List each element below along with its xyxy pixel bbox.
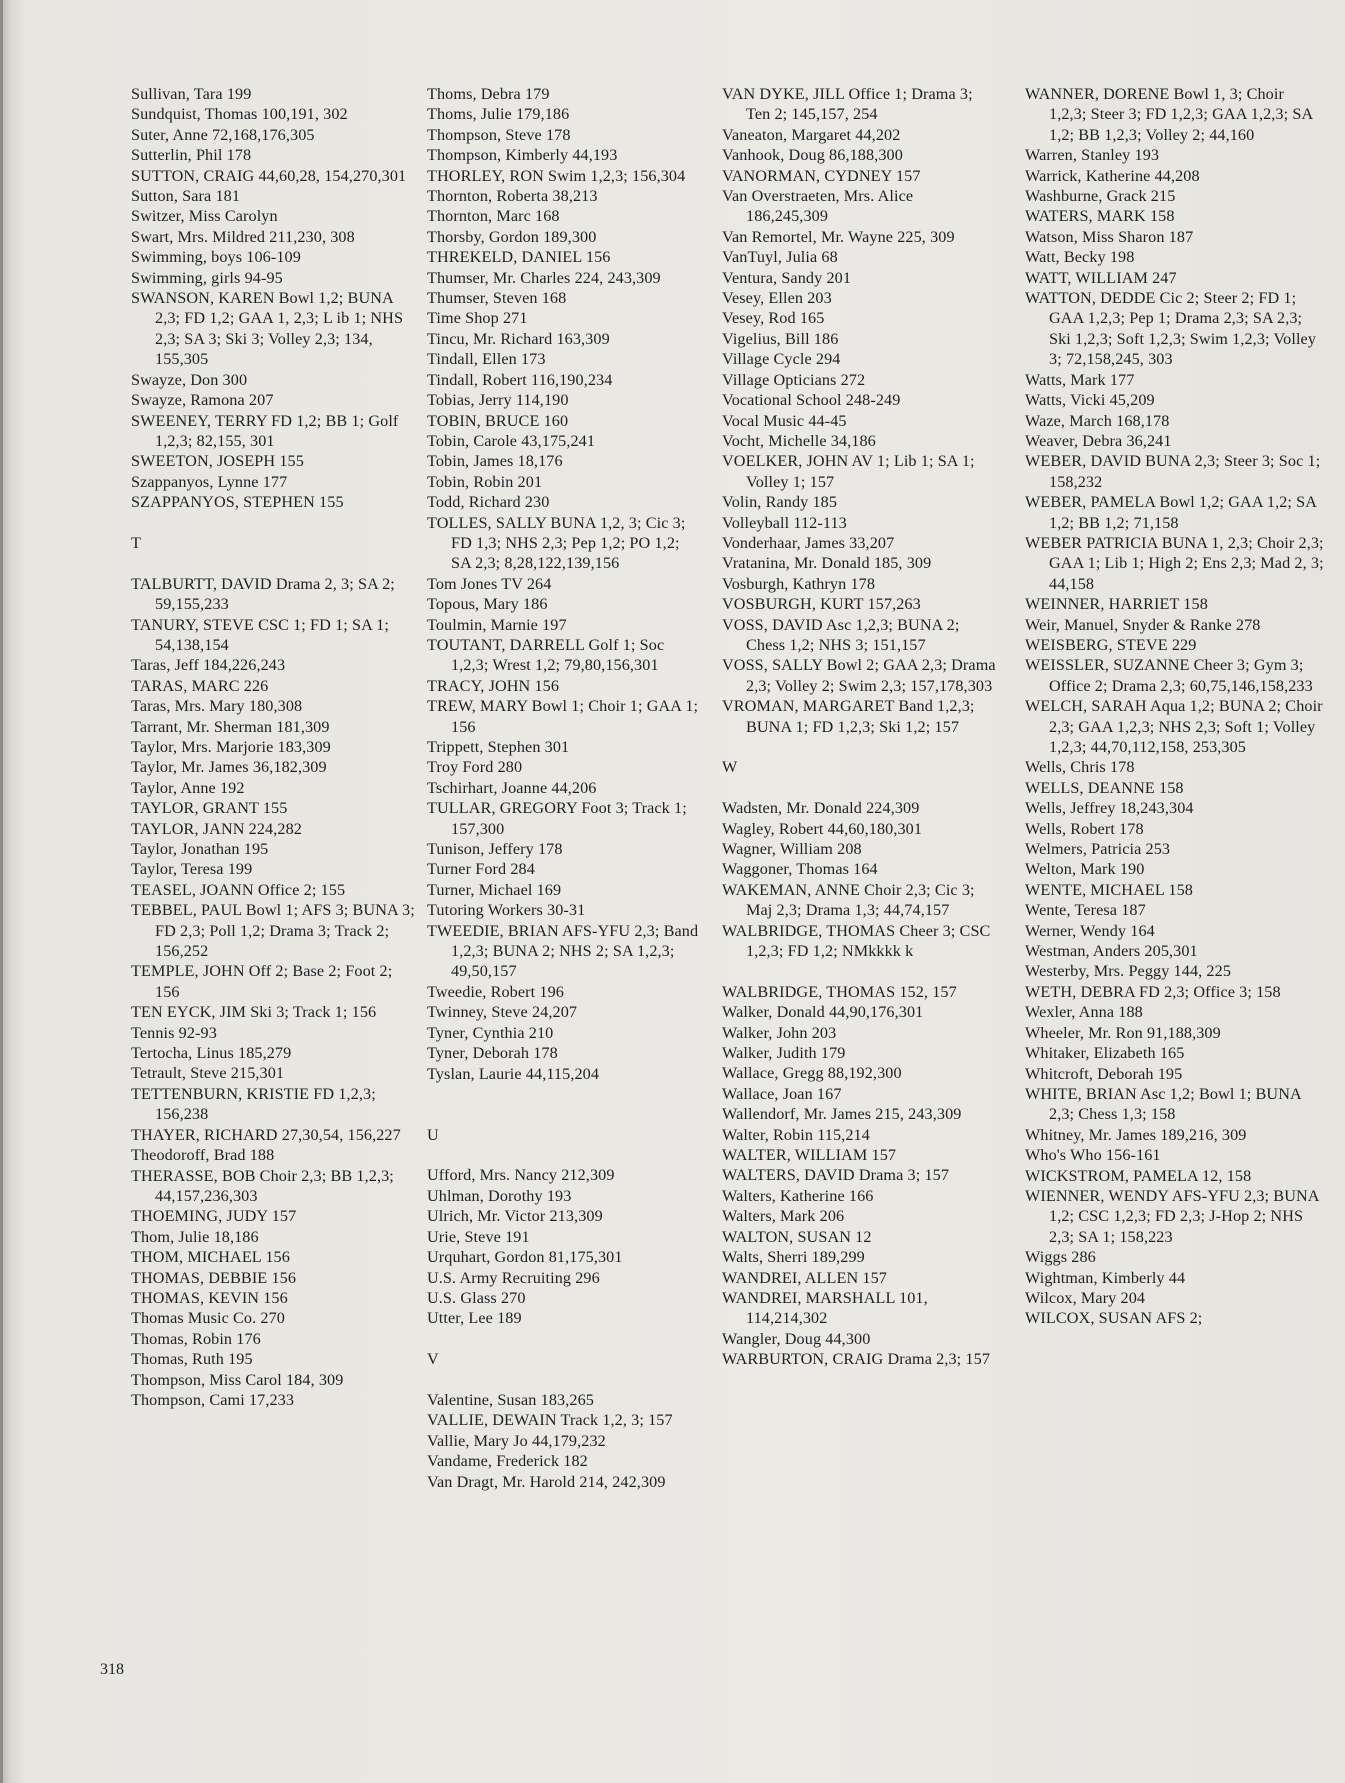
index-entry: Troy Ford 280 [427, 758, 523, 777]
index-entry: THERASSE, BOB Choir 2,3; BB 1,2,3; 44,157,236,303 [131, 1166, 394, 1205]
index-entry: Van Remortel, Mr. Wayne 225, 309 [722, 227, 955, 246]
index-entry: TWEEDIE, BRIAN AFS-YFU 2,3; Band 1,2,3; BUNA 2; NHS 2; SA 1,2,3; 49,50,157 [427, 921, 699, 981]
index-entry: Vesey, Rod 165 [722, 309, 825, 328]
index-entry: Thomas Music Co. 270 [131, 1309, 285, 1328]
index-entry: THAYER, RICHARD 27,30,54, 156,227 [131, 1125, 401, 1144]
index-entry: Swayze, Don 300 [131, 370, 248, 389]
index-entry: Washburne, Grack 215 [1025, 187, 1176, 206]
index-entry: Valentine, Susan 183,265 [427, 1390, 594, 1409]
index-entry: Wells, Chris 178 [1025, 758, 1135, 777]
index-entry: WATT, WILLIAM 247 [1025, 268, 1177, 287]
index-entry: Thoms, Julie 179,186 [427, 105, 570, 124]
index-entry: Wexler, Anna 188 [1025, 1003, 1143, 1022]
index-entry: Westman, Anders 205,301 [1025, 942, 1198, 961]
index-entry: WALTERS, DAVID Drama 3; 157 [722, 1166, 950, 1185]
index-entry: Swayze, Ramona 207 [131, 391, 274, 410]
index-entry: Taylor, Teresa 199 [131, 860, 253, 879]
entry-spacer [427, 1329, 699, 1349]
entry-spacer [722, 961, 998, 981]
index-entry: Whitaker, Elizabeth 165 [1025, 1044, 1185, 1063]
index-entry: Swart, Mrs. Mildred 211,230, 308 [131, 227, 355, 246]
index-entry: VanTuyl, Julia 68 [722, 248, 838, 267]
section-letter: V [427, 1350, 439, 1369]
index-entry: Taylor, Jonathan 195 [131, 840, 269, 858]
index-entry: Warren, Stanley 193 [1025, 146, 1160, 165]
index-entry: Sundquist, Thomas 100,191, 302 [131, 105, 348, 124]
index-entry: WEISBERG, STEVE 229 [1025, 635, 1197, 654]
page-number: 318 [100, 1661, 124, 1678]
index-entry: Tennis 92-93 [131, 1023, 217, 1042]
index-entry: Sullivan, Tara 199 [131, 85, 252, 103]
index-entry: Walters, Katherine 166 [722, 1186, 874, 1205]
index-entry: WEBER, PAMELA Bowl 1,2; GAA 1,2; SA 1,2; BB 1,2; 71,158 [1025, 493, 1317, 532]
index-entry: Tschirhart, Joanne 44,206 [427, 778, 597, 797]
index-entry: Tindall, Robert 116,190,234 [427, 370, 613, 389]
index-entry: Welmers, Patricia 253 [1025, 840, 1171, 859]
index-entry: Thompson, Miss Carol 184, 309 [131, 1370, 344, 1389]
index-entry: TEASEL, JOANN Office 2; 155 [131, 880, 346, 899]
entry-spacer [427, 1084, 699, 1104]
index-entry: SZAPPANYOS, STEPHEN 155 [131, 493, 344, 512]
index-entry: TREW, MARY Bowl 1; Choir 1; GAA 1; 156 [427, 697, 699, 736]
index-entry: Ufford, Mrs. Nancy 212,309 [427, 1166, 615, 1185]
index-entry: Vocht, Michelle 34,186 [722, 431, 876, 450]
index-entry: Vocal Music 44-45 [722, 411, 847, 430]
index-entry: Volin, Randy 185 [722, 493, 838, 512]
index-entry: WENTE, MICHAEL 158 [1025, 880, 1193, 899]
index-entry: Werner, Wendy 164 [1025, 921, 1155, 940]
index-entry: Taylor, Mrs. Marjorie 183,309 [131, 737, 331, 756]
index-entry: Who's Who 156-161 [1025, 1146, 1161, 1165]
index-entry: WETH, DEBRA FD 2,3; Office 3; 158 [1025, 982, 1281, 1001]
index-entry: Urie, Steve 191 [427, 1227, 530, 1246]
index-entry: Welton, Mark 190 [1025, 860, 1145, 879]
entry-spacer [722, 737, 998, 757]
index-entry: Wilcox, Mary 204 [1025, 1288, 1146, 1307]
index-entry: Twinney, Steve 24,207 [427, 1003, 578, 1022]
index-entry: TAYLOR, JANN 224,282 [131, 819, 302, 838]
index-entry: TOUTANT, DARRELL Golf 1; Soc 1,2,3; Wrest 1,2; 79,80,156,301 [427, 635, 665, 675]
index-entry: Turner Ford 284 [427, 860, 535, 879]
index-entry: Watson, Miss Sharon 187 [1025, 227, 1194, 246]
index-entry: Tyner, Cynthia 210 [427, 1023, 554, 1042]
index-entry: Taras, Mrs. Mary 180,308 [131, 697, 303, 716]
index-column-4 [1025, 84, 1325, 1329]
index-entry: Walter, Robin 115,214 [722, 1125, 870, 1144]
entry-spacer [427, 1104, 699, 1124]
index-entry: THOMAS, KEVIN 156 [131, 1288, 288, 1307]
index-entry: SWEENEY, TERRY FD 1,2; BB 1; Golf 1,2,3; 82,155, 301 [131, 411, 399, 450]
index-entry: WALTON, SUSAN 12 [722, 1227, 872, 1246]
index-entry: WALBRIDGE, THOMAS 152, 157 [722, 982, 957, 1001]
index-entry: WEINNER, HARRIET 158 [1025, 595, 1208, 614]
index-entry: Tertocha, Linus 185,279 [131, 1044, 292, 1063]
index-entry: TRACY, JOHN 156 [427, 676, 560, 695]
index-entry: Thornton, Marc 168 [427, 207, 560, 226]
index-entry: VAN DYKE, JILL Office 1; Drama 3; Ten 2; 145,157, 254 [722, 85, 973, 124]
index-entry: WANDREI, ALLEN 157 [722, 1268, 888, 1287]
index-entry: Watts, Vicki 45,209 [1025, 391, 1155, 410]
index-entry: Time Shop 271 [427, 309, 528, 328]
index-entry: Wadsten, Mr. Donald 224,309 [722, 799, 920, 818]
index-entry: Village Opticians 272 [722, 370, 866, 389]
index-entry: Tyner, Deborah 178 [427, 1044, 558, 1063]
index-entry: Vratanina, Mr. Donald 185, 309 [722, 554, 932, 573]
index-entry: Tweedie, Robert 196 [427, 982, 564, 1001]
index-entry: Tincu, Mr. Richard 163,309 [427, 329, 610, 348]
index-entry: VOSBURGH, KURT 157,263 [722, 595, 921, 614]
index-entry: Thoms, Debra 179 [427, 85, 550, 103]
index-entry: Thornton, Roberta 38,213 [427, 187, 598, 206]
index-entry: Thumser, Mr. Charles 224, 243,309 [427, 268, 661, 287]
index-entry: VANORMAN, CYDNEY 157 [722, 166, 921, 185]
index-entry: Wente, Teresa 187 [1025, 901, 1146, 920]
index-entry: Vigelius, Bill 186 [722, 329, 839, 348]
index-entry: VOSS, SALLY Bowl 2; GAA 2,3; Drama 2,3; Volley 2; Swim 2,3; 157,178,303 [722, 656, 996, 695]
index-entry: WICKSTROM, PAMELA 12, 158 [1025, 1166, 1252, 1185]
index-entry: Taylor, Mr. James 36,182,309 [131, 758, 327, 777]
index-entry: Watt, Becky 198 [1025, 248, 1135, 267]
index-entry: Suter, Anne 72,168,176,305 [131, 125, 315, 144]
index-entry: Tarrant, Mr. Sherman 181,309 [131, 717, 330, 736]
index-entry: TARAS, MARC 226 [131, 676, 269, 695]
index-entry: Wallace, Joan 167 [722, 1084, 842, 1103]
index-entry: WATERS, MARK 158 [1025, 207, 1175, 226]
index-entry: Uhlman, Dorothy 193 [427, 1186, 572, 1205]
entry-spacer [427, 1370, 699, 1390]
entry-spacer [722, 778, 998, 798]
index-entry: Sutton, Sara 181 [131, 187, 241, 206]
index-entry: Thorsby, Gordon 189,300 [427, 227, 597, 246]
index-entry: THOEMING, JUDY 157 [131, 1207, 297, 1226]
index-entry: Van Dragt, Mr. Harold 214, 242,309 [427, 1472, 666, 1491]
index-entry: THOM, MICHAEL 156 [131, 1248, 290, 1267]
index-entry: Szappanyos, Lynne 177 [131, 472, 288, 491]
index-entry: Wightman, Kimberly 44 [1025, 1268, 1186, 1287]
index-entry: Toulmin, Marnie 197 [427, 615, 567, 634]
index-entry: Ulrich, Mr. Victor 213,309 [427, 1207, 603, 1226]
index-entry: Tobin, Robin 201 [427, 472, 543, 491]
index-entry: Theodoroff, Brad 188 [131, 1146, 275, 1165]
index-entry: Thompson, Kimberly 44,193 [427, 146, 618, 165]
index-entry: Swimming, girls 94-95 [131, 268, 283, 287]
index-entry: Thompson, Steve 178 [427, 125, 571, 144]
index-entry: Walker, John 203 [722, 1023, 837, 1042]
index-entry: Vocational School 248-249 [722, 391, 901, 410]
index-entry: Taylor, Anne 192 [131, 778, 245, 797]
index-entry: Tobin, Carole 43,175,241 [427, 431, 596, 450]
index-entry: Wagley, Robert 44,60,180,301 [722, 819, 923, 838]
index-entry: Todd, Richard 230 [427, 493, 550, 512]
index-entry: Thomas, Ruth 195 [131, 1350, 253, 1369]
index-entry: SWANSON, KAREN Bowl 1,2; BUNA 2,3; FD 1,2; GAA 1, 2,3; L ib 1; NHS 2,3; SA 3; Ski 3; Volley 2,3; 134, 155,305 [131, 289, 404, 369]
index-entry: Tyslan, Laurie 44,115,204 [427, 1064, 600, 1083]
index-entry: Van Overstraeten, Mrs. Alice 186,245,309 [722, 187, 914, 226]
index-entry: Taras, Jeff 184,226,243 [131, 656, 286, 675]
section-letter: U [427, 1125, 439, 1144]
section-letter: W [722, 758, 738, 777]
index-entry: WARBURTON, CRAIG Drama 2,3; 157 [722, 1350, 991, 1369]
index-entry: TEBBEL, PAUL Bowl 1; AFS 3; BUNA 3; FD 2,3; Poll 1,2; Drama 3; Track 2; 156,252 [131, 901, 415, 961]
index-entry: WILCOX, SUSAN AFS 2; [1025, 1309, 1203, 1328]
index-entry: TANURY, STEVE CSC 1; FD 1; SA 1; 54,138,154 [131, 615, 389, 654]
index-column-1 [131, 84, 421, 1410]
index-entry: WELLS, DEANNE 158 [1025, 778, 1184, 797]
index-entry: WALBRIDGE, THOMAS Cheer 3; CSC 1,2,3; FD 1,2; NMkkkk k [722, 921, 991, 961]
entry-spacer [427, 1145, 699, 1165]
index-entry: Thomas, Robin 176 [131, 1329, 261, 1348]
index-entry: Vanhook, Doug 86,188,300 [722, 146, 903, 165]
index-entry: Sutterlin, Phil 178 [131, 146, 252, 165]
index-entry: Wagner, William 208 [722, 840, 862, 858]
index-entry: Tom Jones TV 264 [427, 574, 552, 593]
page-binding-edge [0, 0, 3, 1783]
index-entry: Watts, Mark 177 [1025, 370, 1135, 389]
index-entry: TEMPLE, JOHN Off 2; Base 2; Foot 2; 156 [131, 962, 393, 1001]
index-entry: WHITE, BRIAN Asc 1,2; Bowl 1; BUNA 2,3; Chess 1,3; 158 [1025, 1084, 1301, 1124]
entry-spacer [131, 553, 421, 573]
index-entry: U.S. Glass 270 [427, 1288, 526, 1307]
index-entry: Urquhart, Gordon 81,175,301 [427, 1248, 623, 1267]
index-entry: Walts, Sherri 189,299 [722, 1248, 865, 1267]
index-entry: THREKELD, DANIEL 156 [427, 248, 611, 267]
index-entry: Westerby, Mrs. Peggy 144, 225 [1025, 962, 1232, 981]
index-entry: U.S. Army Recruiting 296 [427, 1268, 600, 1287]
index-entry: VOSS, DAVID Asc 1,2,3; BUNA 2; Chess 1,2; NHS 3; 151,157 [722, 615, 960, 654]
index-entry: Vaneaton, Margaret 44,202 [722, 125, 901, 144]
index-entry: Waggoner, Thomas 164 [722, 860, 878, 879]
index-entry: Switzer, Miss Carolyn [131, 207, 278, 226]
index-entry: Tindall, Ellen 173 [427, 350, 546, 369]
index-entry: WANDREI, MARSHALL 101, 114,214,302 [722, 1288, 928, 1328]
index-entry: Volleyball 112-113 [722, 513, 847, 532]
index-entry: WIENNER, WENDY AFS-YFU 2,3; BUNA 1,2; CSC 1,2,3; FD 2,3; J-Hop 2; NHS 2,3; SA 1; 158,223 [1025, 1186, 1319, 1246]
index-entry: Thom, Julie 18,186 [131, 1227, 259, 1246]
index-entry: Whitney, Mr. James 189,216, 309 [1025, 1125, 1247, 1144]
index-entry: Wells, Jeffrey 18,243,304 [1025, 799, 1194, 818]
index-entry: Vosburgh, Kathryn 178 [722, 574, 876, 593]
index-entry: Vandame, Frederick 182 [427, 1452, 588, 1471]
index-entry: Weaver, Debra 36,241 [1025, 431, 1172, 450]
index-entry: Ventura, Sandy 201 [722, 268, 852, 287]
index-entry: WEBER, DAVID BUNA 2,3; Steer 3; Soc 1; 158,232 [1025, 452, 1321, 491]
section-letter: T [131, 533, 141, 552]
index-entry: TOBIN, BRUCE 160 [427, 411, 569, 430]
index-entry: WEBER PATRICIA BUNA 1, 2,3; Choir 2,3; GAA 1; Lib 1; High 2; Ens 2,3; Mad 2, 3; 44,158 [1025, 533, 1324, 593]
index-entry: Walters, Mark 206 [722, 1207, 845, 1226]
index-entry: Tobin, James 18,176 [427, 452, 563, 471]
index-entry: Vonderhaar, James 33,207 [722, 533, 895, 552]
index-entry: Wallace, Gregg 88,192,300 [722, 1064, 902, 1083]
index-entry: WALTER, WILLIAM 157 [722, 1146, 897, 1165]
index-entry: Tobias, Jerry 114,190 [427, 391, 569, 410]
index-entry: Wheeler, Mr. Ron 91,188,309 [1025, 1023, 1221, 1042]
index-entry: THOMAS, DEBBIE 156 [131, 1268, 297, 1287]
index-entry: Wangler, Doug 44,300 [722, 1329, 871, 1348]
index-entry: Trippett, Stephen 301 [427, 738, 570, 756]
index-entry: Vallie, Mary Jo 44,179,232 [427, 1431, 606, 1450]
index-entry: Swimming, boys 106-109 [131, 248, 301, 267]
index-entry: Tetrault, Steve 215,301 [131, 1064, 285, 1083]
index-entry: Whitcroft, Deborah 195 [1025, 1064, 1183, 1083]
index-entry: TAYLOR, GRANT 155 [131, 799, 288, 818]
index-entry: SUTTON, CRAIG 44,60,28, 154,270,301 [131, 166, 407, 185]
index-entry: TALBURTT, DAVID Drama 2, 3; SA 2; 59,155,233 [131, 574, 395, 614]
index-entry: Tunison, Jeffery 178 [427, 840, 563, 859]
index-column-3 [722, 84, 998, 1370]
index-entry: Wiggs 286 [1025, 1248, 1096, 1267]
index-entry: Weir, Manuel, Snyder & Ranke 278 [1025, 615, 1261, 634]
index-entry: Waze, March 168,178 [1025, 411, 1170, 430]
index-entry: WAKEMAN, ANNE Choir 2,3; Cic 3; Maj 2,3; Drama 1,3; 44,74,157 [722, 880, 975, 920]
index-entry: TULLAR, GREGORY Foot 3; Track 1; 157,300 [427, 799, 687, 838]
index-entry: Turner, Michael 169 [427, 880, 562, 899]
index-entry: WATTON, DEDDE Cic 2; Steer 2; FD 1; GAA 1,2,3; Pep 1; Drama 2,3; SA 2,3; Ski 1,2,3; Soft 1,2,3; Swim 1,2,3; Volley 3; 72,158,245, 303 [1025, 289, 1317, 369]
index-entry: Village Cycle 294 [722, 350, 841, 369]
index-entry: VALLIE, DEWAIN Track 1,2, 3; 157 [427, 1411, 673, 1430]
index-entry: Wells, Robert 178 [1025, 819, 1144, 838]
index-entry: Utter, Lee 189 [427, 1309, 522, 1328]
index-entry: TOLLES, SALLY BUNA 1,2, 3; Cic 3; FD 1,3; NHS 2,3; Pep 1,2; PO 1,2; SA 2,3; 8,28,122,139,156 [427, 513, 686, 573]
index-entry: VROMAN, MARGARET Band 1,2,3; BUNA 1; FD 1,2,3; Ski 1,2; 157 [722, 697, 975, 736]
index-entry: Tutoring Workers 30-31 [427, 901, 586, 920]
index-column-2 [427, 84, 699, 1492]
entry-spacer [131, 513, 421, 533]
index-entry: Topous, Mary 186 [427, 595, 548, 614]
index-entry: Vesey, Ellen 203 [722, 289, 832, 308]
index-entry: SWEETON, JOSEPH 155 [131, 452, 304, 471]
index-entry: Walker, Judith 179 [722, 1044, 846, 1063]
index-entry: Thompson, Cami 17,233 [131, 1390, 295, 1409]
index-entry: Warrick, Katherine 44,208 [1025, 166, 1200, 185]
index-entry: WELCH, SARAH Aqua 1,2; BUNA 2; Choir 2,3; GAA 1,2,3; NHS 2,3; Soft 1; Volley 1,2,3; 44,70,112,158, 253,305 [1025, 697, 1323, 756]
index-entry: WANNER, DORENE Bowl 1, 3; Choir 1,2,3; Steer 3; FD 1,2,3; GAA 1,2,3; SA 1,2; BB 1,2,3; Volley 2; 44,160 [1025, 85, 1313, 144]
index-entry: THORLEY, RON Swim 1,2,3; 156,304 [427, 166, 686, 185]
index-entry: Walker, Donald 44,90,176,301 [722, 1003, 924, 1022]
index-entry: VOELKER, JOHN AV 1; Lib 1; SA 1; Volley 1; 157 [722, 452, 975, 491]
index-entry: TETTENBURN, KRISTIE FD 1,2,3; 156,238 [131, 1084, 376, 1124]
index-entry: Wallendorf, Mr. James 215, 243,309 [722, 1105, 962, 1124]
index-entry: Thumser, Steven 168 [427, 289, 567, 308]
index-entry: TEN EYCK, JIM Ski 3; Track 1; 156 [131, 1003, 377, 1022]
index-entry: WEISSLER, SUZANNE Cheer 3; Gym 3; Office 2; Drama 2,3; 60,75,146,158,233 [1025, 656, 1313, 695]
